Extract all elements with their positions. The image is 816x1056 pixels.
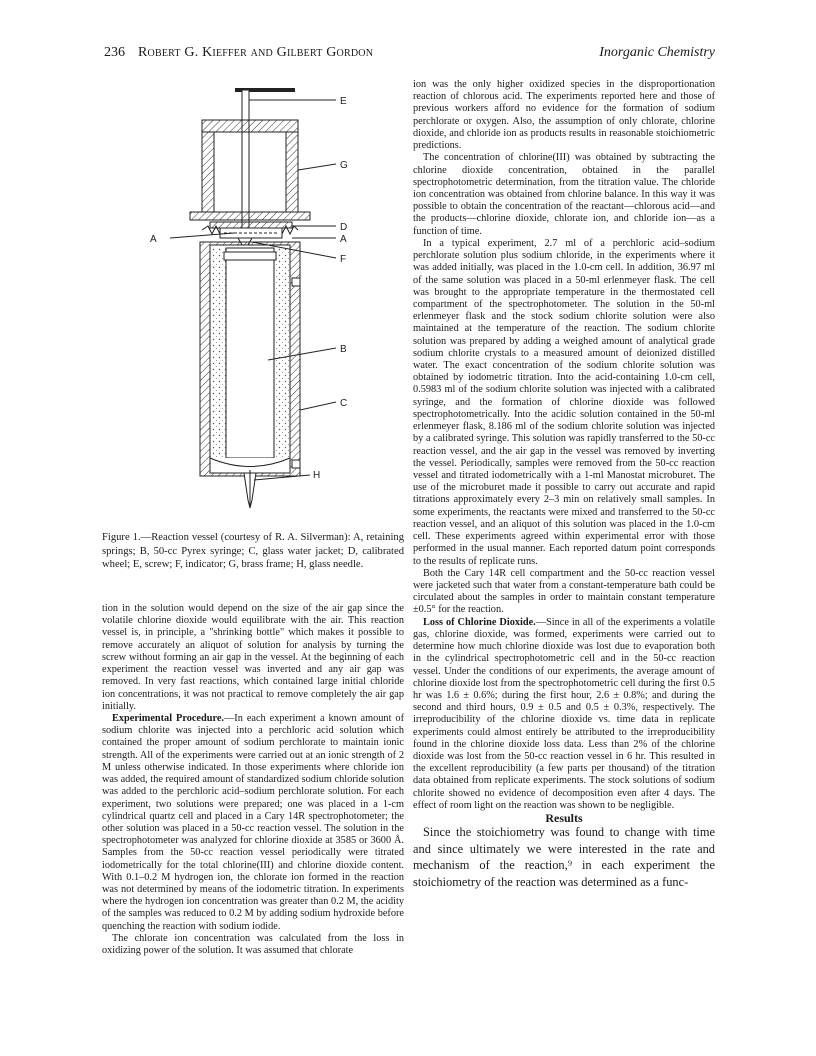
paragraph: ion was the only higher oxidized species in the disproportionation reaction of chlorous acid. The experiments reported here and those of previous workers afford no evidence for the formation of sodium perchlorate or oxygen. Also, the assumption of only chlorate, chlorine dioxide, and chloride ion as products results in reasonable stoichiometric predictions. xyxy=(413,79,715,152)
figure-caption: Figure 1.—Reaction vessel (courtesy of R. A. Silverman): A, retaining springs; B, 50-cc Pyrex syringe; C, glass water jacket; D, calibrated wheel; E, screw; F, indicator; G, brass frame; H, glass needle. xyxy=(102,532,404,571)
page-number: 236 xyxy=(104,45,125,60)
syringe-b xyxy=(200,242,300,476)
right-column xyxy=(413,79,715,890)
paragraph-text: —Since in all of the experiments a volatile gas, chlorine dioxide, was formed, experiments were carried out to determine how much chlorine dioxide was lost due to evaporation both in the cylindrical spectrophotometric cell and in the 50-cc reaction vessel. Under the conditions of our experiments, the average amount of chlorine dioxide lost from the spectrophotometric cell during the first 0.5 hr was 1.6 ± 0.6%; during the first hour, 2.6 ± 0.8%; and during the second and third hours, 0.9 ± 0.5 and 0.5 ± 0.3%, respectively. The irreproducibility of the chlorine dioxide vs. time data in replicate experiments could almost entirely be attributed to the irreproducibility found in the chlorine dioxide loss data. Less than 2% of the chlorine dioxide was lost from the 50-cc reaction vessel in 6 hr. This resulted in the excellent reproducibility (a few parts per thousand) of the titration data obtained from replicate experiments. The stock solutions of sodium chlorite showed no evidence of decomposition even after 4 days. The effect of room light on the reaction was shown to be negligible. xyxy=(413,616,715,811)
paragraph-text: —In each experiment a known amount of sodium chlorite was injected into a perchloric acid solution which contained the proper amount of sodium perchlorate to maintain ionic strength. All of the experiments were carried out at an ionic strength of 2 M unless otherwise indicated. In those experiments where chloride ion was added, the required amount of standardized sodium chloride solution was added to the perchloric acid–sodium perchlorate solution. For each experiment, two solutions were prepared; one was placed in a 1-cm cylindrical quartz cell and placed in a Cary 14R spectrophotometer; the other solution was placed in a 50-cc reaction vessel. The solution in the spectrophotometer was analyzed for chlorine dioxide at 3585 or 3600 Å. Samples from the 50-cc reaction vessel periodically were titrated iodometrically for the total chlorine(III) and chlorine dioxide content. With 0.1–0.2 M hydrogen ion, the chlorate ion formed in the reaction was not determined by means of the iodometric titration. In experiments where the hydrogen ion concentration was greater than 0.2 M, the acidity of the samples was reduced to 0.2 M by adding sodium hydroxide before quenching the reaction with sodium iodide. xyxy=(102,712,404,932)
running-authors: Robert G. Kieffer and Gilbert Gordon xyxy=(138,45,374,60)
label-a-right: A xyxy=(340,234,347,245)
page-header xyxy=(104,45,715,65)
label-c: C xyxy=(340,398,348,409)
paragraph: In a typical experiment, 2.7 ml of a perchloric acid–sodium perchlorate solution plus sodium chloride, in the experiments where it was added initially, was placed in the 1.0-cm cell. In addition, 36.97 ml of the same solution was placed in a 50-ml erlenmeyer flask. The cell was brought to the appropriate temperature in the thermostated cell compartment of the spectrophotometer. The solution in the 50-ml erlenmeyer flask and the stock sodium chlorite solution were also maintained at the temperature of the reaction. The sodium chlorite solution was prepared by adding a weighed amount of analytical grade sodium chlorite crystals to a measured amount of deionized distilled water. The exact concentration of the sodium chlorite solution was obtained by iodometric titration. Into the acid-containing 1.0-cm cell, 0.5983 ml of the sodium chlorite solution was injected with a calibrated syringe, and the formation of chlorine dioxide was followed spectrophotometrically. Into the acidic solution contained in the 50-ml erlenmeyer flask, 8.186 ml of the sodium chlorite solution was injected by a calibrated syringe. This solution was rapidly transferred to the 50-cc reaction vessel, and the air gap in the vessel was removed by inverting the vessel. Periodically, samples were removed from the 50-cc reaction vessel and titrated iodometrically with a 1-ml Manostat microburet. The use of the microburet made it possible to carry out accurate and rapid titrations approximately every 2–3 min on relatively small samples. In some experiments, the reactants were mixed and transferred to the 50-cc reaction vessel, and an aliquot of this solution was placed in the 1.0-cm cell. These experiments agreed within experimental error with those performed in the usual manner. Each reported datum point corresponds to the results of replicate runs. xyxy=(413,237,715,567)
label-a-left: A xyxy=(150,234,157,245)
run-in-heading: Loss of Chlorine Dioxide. xyxy=(423,616,536,628)
paragraph: Both the Cary 14R cell compartment and the 50-cc reaction vessel were jacketed such that water from a constant-temperature bath could be circulated about the samples in order to maintain constant temperature ±0.5° for the reaction. xyxy=(413,567,715,616)
label-g: G xyxy=(340,160,348,171)
journal-name: Inorganic Chemistry xyxy=(599,45,715,60)
left-column xyxy=(102,603,404,957)
brass-frame-g xyxy=(190,120,310,220)
label-f: F xyxy=(340,254,347,265)
label-h: H xyxy=(313,470,321,481)
section-heading-results: Results xyxy=(545,811,583,826)
paragraph: The chlorate ion concentration was calculated from the loss in oxidizing power of the solution. It was assumed that chlorate xyxy=(102,932,404,957)
label-b: B xyxy=(340,344,347,355)
paragraph xyxy=(413,617,715,813)
paragraph: Since the stoichiometry was found to change with time and since ultimately we were interested in the rate and mechanism of the reaction,⁹ in each experiment the stoichiometry of the reaction was determined as a func- xyxy=(413,825,715,889)
paragraph xyxy=(102,713,404,933)
reaction-vessel-figure xyxy=(140,80,380,530)
run-in-heading: Experimental Procedure. xyxy=(112,712,224,724)
paragraph: tion in the solution would depend on the size of the air gap since the volatile chlorine dioxide would equilibrate with the air. This reaction vessel is, in principle, a "shrinking bottle" which makes it possible to remove accurately an aliquot of solution for analysis by turning the screw without forming an air gap in the vessel. At the beginning of each experiment the reaction vessel was inverted and any air gap was removed. In very fast reactions, which contained large initial chloride ion concentrations, it was not practical to remove completely the air gap initially. xyxy=(102,603,404,712)
label-d: D xyxy=(340,222,348,233)
paragraph: The concentration of chlorine(III) was obtained by subtracting the chlorine dioxide concentration, obtained in the parallel spectrophotometric determination, from the titration value. The chloride ion concentration was obtained from chlorine balance. In this way it was possible to obtain the concentration of the reactant—chlorous acid—and the products—chlorine dioxide, chlorate ion, and chloride ion—as a function of time. xyxy=(413,152,715,237)
label-e: E xyxy=(340,96,347,107)
